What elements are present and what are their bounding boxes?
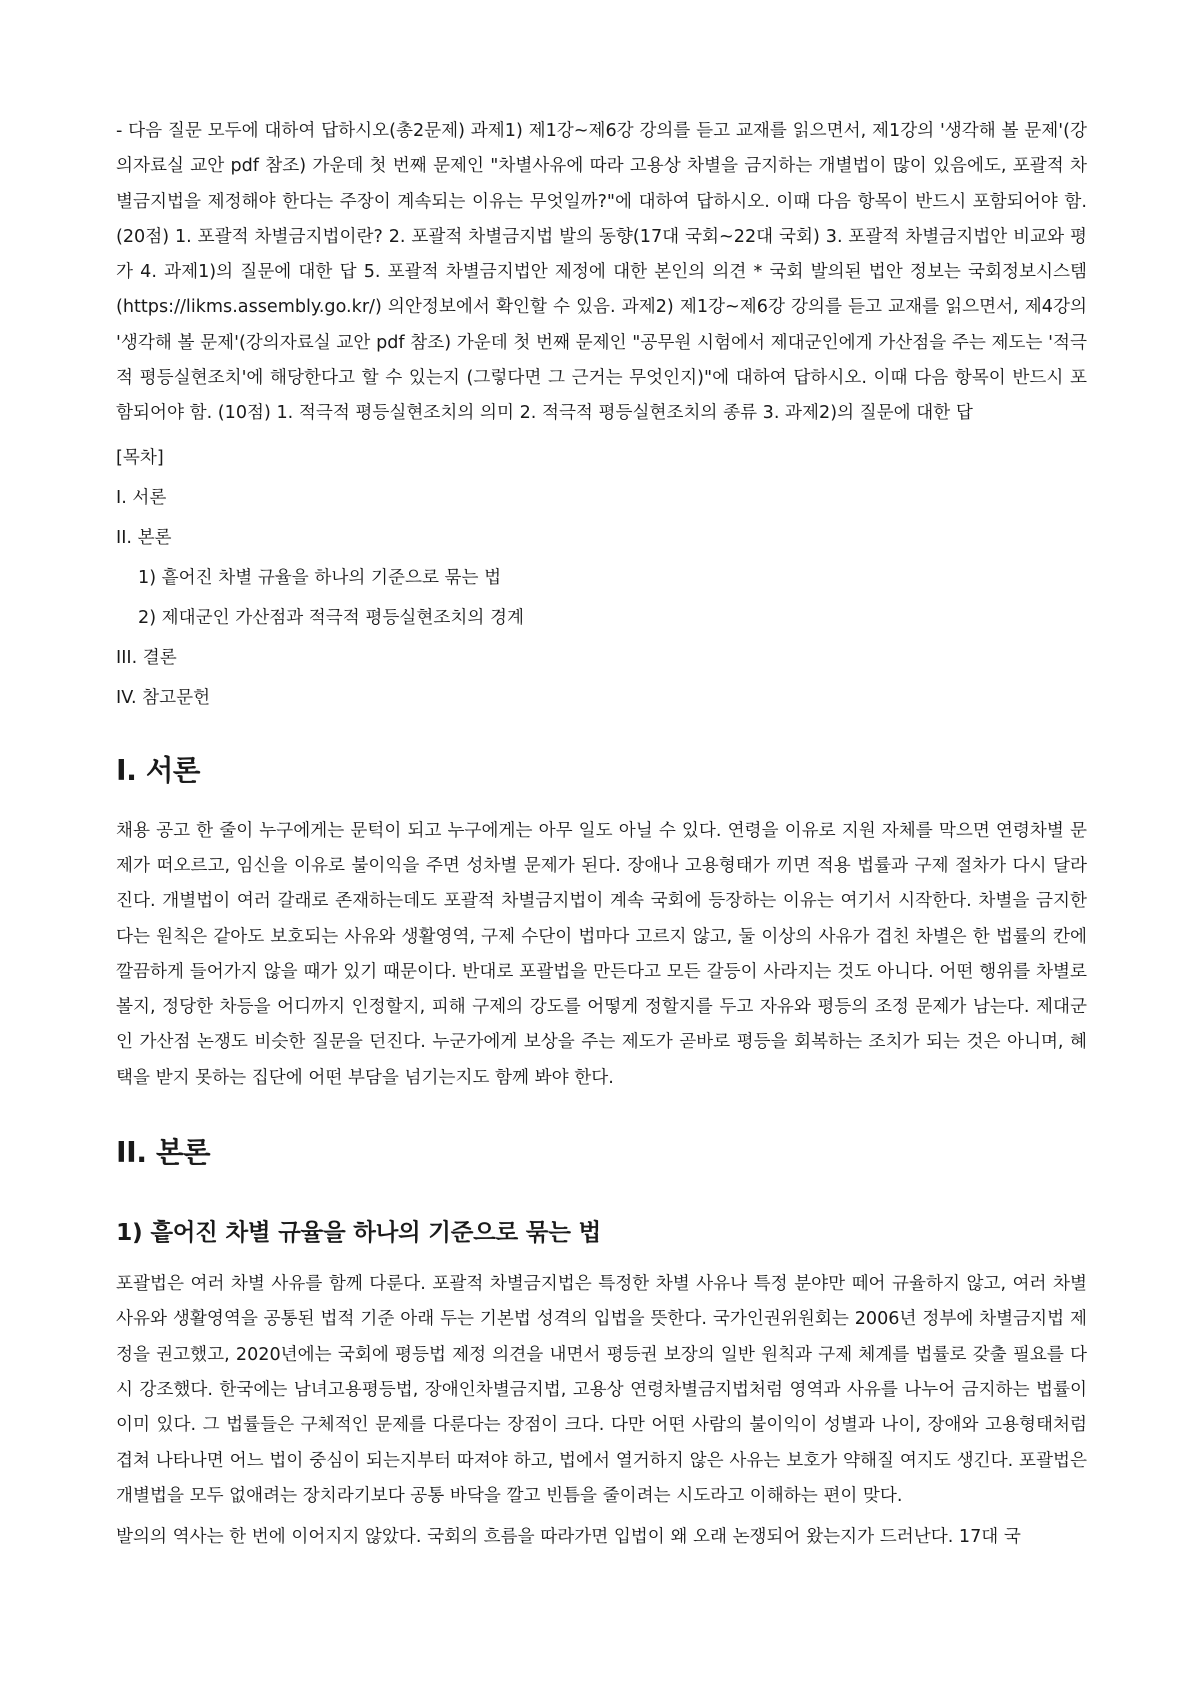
section1-paragraph: 포괄법은 여러 차별 사유를 함께 다룬다. 포괄적 차별금지법은 특정한 차별 사유나 특정 분야만 떼어 규율하지 않고, 여러 차별 사유와 생활영역을 공통된 법적 기준 아래 두는 기본법 성격의 입법을 뜻한다. 국가인권위원회는 2006년 정부에 차별금지법 제정을 권고했고, 2020년에는 국회에 평등법 제정 의견을 내면서 평등권 보장의 일반 원칙과 구제 체계를 법률로 갖출 필요를 다시 강조했다. 한국에는 남녀고용평등법, 장애인차별금지법, 고용상 연령차별금지법처럼 영역과 사유를 나누어 금지하는 법률이 이미 있다. 그 법률들은 구체적인 문제를 다룬다는 장점이 크다. 다만 어떤 사람의 불이익이 성별과 나이, 장애와 고용형태처럼 겹쳐 나타나면 어느 법이 중심이 되는지부터 따져야 하고, 법에서 열거하지 않은 사유는 보호가 약해질 여지도 생긴다. 포괄법은 개별법을 모두 없애려는 장치라기보다 공통 바닥을 깔고 빈틈을 줄이려는 시도라고 이해하는 편이 맞다.	[116, 1274, 1087, 1506]
intro-heading: I. 서론	[116, 753, 200, 787]
body-heading: II. 본론	[116, 1136, 211, 1170]
toc-subitem: 1) 흩어진 차별 규율을 하나의 기준으로 묶는 법	[138, 567, 502, 588]
toc-title: [목차]	[116, 447, 164, 468]
table-of-contents	[116, 445, 1087, 712]
assignment-prompt: - 다음 질문 모두에 대하여 답하시오(총2문제) 과제1) 제1강~제6강 강의를 듣고 교재를 읽으면서, 제1강의 '생각해 볼 문제'(강의자료실 교안 pdf 참조) 가운데 첫 번째 문제인 "차별사유에 따라 고용상 차별을 금지하는 개별법이 많이 있음에도, 포괄적 차별금지법을 제정해야 한다는 주장이 계속되는 이유는 무엇일까?"에 대하여 답하시오. 이때 다음 항목이 반드시 포함되어야 함. (20점) 1. 포괄적 차별금지법이란? 2. 포괄적 차별금지법 발의 동향(17대 국회~22대 국회) 3. 포괄적 차별금지법안 비교와 평가 4. 과제1)의 질문에 대한 답 5. 포괄적 차별금지법안 제정에 대한 본인의 의견 * 국회 발의된 법안 정보는 국회정보시스템(https://likms.assembly.go.kr/) 의안정보에서 확인할 수 있음. 과제2) 제1강~제6강 강의를 듣고 교재를 읽으면서, 제4강의 '생각해 볼 문제'(강의자료실 교안 pdf 참조) 가운데 첫 번째 문제인 "공무원 시험에서 제대군인에게 가산점을 주는 제도는 '적극적 평등실현조치'에 해당한다고 할 수 있는지 (그렇다면 그 근거는 무엇인지)"에 대하여 답하시오. 이때 다음 항목이 반드시 포함되어야 함. (10점) 1. 적극적 평등실현조치의 의미 2. 적극적 평등실현조치의 종류 3. 과제2)의 질문에 대한 답	[116, 121, 1087, 424]
toc-item: IV. 참고문헌	[116, 687, 211, 708]
toc-item: III. 결론	[116, 647, 177, 668]
toc-item: II. 본론	[116, 527, 172, 548]
toc-item: I. 서론	[116, 487, 167, 508]
intro-paragraph: 채용 공고 한 줄이 누구에게는 문턱이 되고 누구에게는 아무 일도 아닐 수 있다. 연령을 이유로 지원 자체를 막으면 연령차별 문제가 떠오르고, 임신을 이유로 불이익을 주면 성차별 문제가 된다. 장애나 고용형태가 끼면 적용 법률과 구제 절차가 다시 달라진다. 개별법이 여러 갈래로 존재하는데도 포괄적 차별금지법이 계속 국회에 등장하는 이유는 여기서 시작한다. 차별을 금지한다는 원칙은 같아도 보호되는 사유와 생활영역, 구제 수단이 법마다 고르지 않고, 둘 이상의 사유가 겹친 차별은 한 법률의 칸에 깔끔하게 들어가지 않을 때가 있기 때문이다. 반대로 포괄법을 만든다고 모든 갈등이 사라지는 것도 아니다. 어떤 행위를 차별로 볼지, 정당한 차등을 어디까지 인정할지, 피해 구제의 강도를 어떻게 정할지를 두고 자유와 평등의 조정 문제가 남는다. 제대군인 가산점 논쟁도 비슷한 질문을 던진다. 누군가에게 보상을 주는 제도가 곧바로 평등을 회복하는 조치가 되는 것은 아니며, 혜택을 받지 못하는 집단에 어떤 부담을 넘기는지도 함께 봐야 한다.	[116, 820, 1087, 1088]
section1-heading: 1) 흩어진 차별 규율을 하나의 기준으로 묶는 법	[116, 1218, 601, 1247]
section1-paragraph: 발의의 역사는 한 번에 이어지지 않았다. 국회의 흐름을 따라가면 입법이 왜 오래 논쟁되어 왔는지가 드러난다. 17대 국	[116, 1527, 1021, 1548]
toc-subitem: 2) 제대군인 가산점과 적극적 평등실현조치의 경계	[138, 607, 524, 628]
